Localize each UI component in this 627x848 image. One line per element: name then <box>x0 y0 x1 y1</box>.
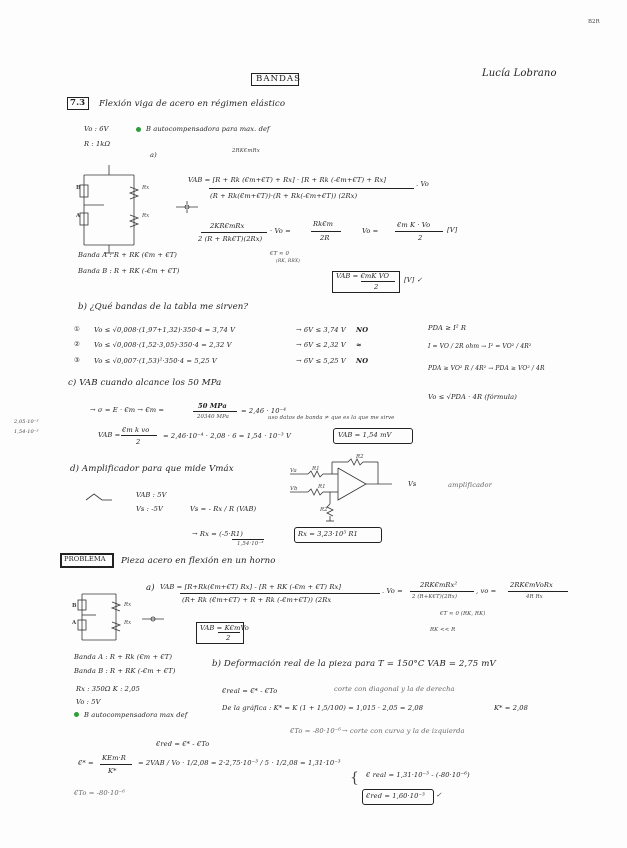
prob-bullet-dot <box>74 712 79 717</box>
prob-approach: B autocompensadora max def <box>84 711 188 719</box>
part-c-frac-bar <box>193 411 237 412</box>
part-d-rx-den: 1,54·10⁻³ <box>237 541 264 547</box>
prob-rx-2: Rx <box>124 620 132 626</box>
prob-part-b-heading: b) Deformación real de la pieza para T = 150°C VAB = 2,75 mV <box>212 659 496 669</box>
part-c-frac-num: 50 MPa <box>198 402 227 410</box>
part-a-label: a) <box>150 151 157 159</box>
prob-real-result: €red = 1,60·10⁻³ <box>366 792 425 800</box>
prob-estar-num: KEm·R <box>102 754 126 762</box>
prob-estar-label: €* = <box>78 759 94 767</box>
prob-part-a-label: a) <box>146 583 155 593</box>
eq1-numerator: VAB = [R + Rk (€m+€T) + Rx] · [R + Rk (-€m+€T) + Rx] <box>188 176 387 184</box>
part-d-vab: VAB : 5V <box>136 491 167 499</box>
given-vo: Vo : 6V <box>84 125 109 133</box>
eq2-right-den: 2 <box>418 234 423 242</box>
result-den: 2 <box>374 283 379 291</box>
node-b-label: B <box>76 185 81 191</box>
prob-eq-bar <box>180 593 380 594</box>
page-code: B2R <box>588 19 600 25</box>
prob-eto2: €To = -80·10⁻⁶ <box>74 789 126 797</box>
eq2-mid-vo: · Vo = <box>270 227 291 235</box>
prob-eq-right2-den: 4R Rx <box>526 594 543 600</box>
margin-note-2: 1,54·10⁻³ <box>14 429 39 435</box>
result-unit: [V] ✓ <box>404 276 423 284</box>
opamp-schematic <box>282 458 412 524</box>
part-b-question: b) ¿Qué bandas de la tabla me sirven? <box>78 302 249 312</box>
prob-eq-vo2: , vo = <box>476 587 497 595</box>
schem-r1-bottom: R1 <box>318 484 326 490</box>
approach-note: B autocompensadora para max. def <box>146 125 270 133</box>
part-c-note: uso datos de banda ≠ que es la que me sirve <box>268 415 395 421</box>
schem-r2-top: R2 <box>356 454 364 460</box>
part-d-vs: Vs : -5V <box>136 505 163 513</box>
beam-symbol <box>174 200 200 214</box>
prob-eto: €To = -80·10⁻⁶ <box>290 727 342 735</box>
exercise-number: 7.3 <box>70 98 86 108</box>
row1-ans: NO <box>356 326 369 334</box>
prob-eq-right2-bar <box>508 591 568 592</box>
prob-given-1: Rx : 350Ω K : 2,05 <box>76 685 140 693</box>
amp-symbol <box>84 490 114 504</box>
prob-estar-den: K* <box>108 767 117 775</box>
prob-given-2: Vo : 5V <box>76 698 101 706</box>
row3-expr: Vo ≤ √0,007·(1,53)²·350·4 = 5,25 V <box>94 357 217 365</box>
side-note-4: Vo ≤ √PDA · 4R (fórmula) <box>428 393 517 401</box>
rx-label-1: Rx <box>142 185 150 191</box>
result-num: VAB = €mK VO <box>336 272 390 280</box>
part-c-line1: → σ = E · €m → €m = <box>90 406 165 414</box>
amp-label: amplificador <box>448 481 492 489</box>
exercise-heading: Flexión viga de acero en régimen elástico <box>99 99 286 109</box>
row1-cmp: → 6V ≤ 3,74 V <box>296 326 346 334</box>
eq2-right-num: €m K · Vo <box>397 221 431 229</box>
eq2-note2: (RK, RRX) <box>276 259 301 264</box>
prob-node-b: B <box>72 603 77 609</box>
prob-eq-vo: . Vo = <box>382 587 403 595</box>
part-c-vab-calc: = 2,46·10⁻⁴ · 2,08 · 6 = 1,54 · 10⁻³ V <box>163 432 291 440</box>
banda-b: Banda B : R + RK (-€m + €T) <box>78 267 180 275</box>
eq2-left-den: 2 (R + Rk€T)(2Rx) <box>198 235 263 243</box>
eq-top-term: 2RK€mRx <box>232 148 260 154</box>
prob-check: ✓ <box>436 791 442 799</box>
schem-vb: Vb <box>290 486 298 492</box>
prob-boxed-num: VAB = K€mVo <box>200 624 249 632</box>
prob-eq-right2-num: 2RK€mVoRx <box>510 581 553 589</box>
part-d-vs-eq: Vs = - Rx / R (VAB) <box>190 505 257 513</box>
prob-eq-num: VAB = [R+Rk(€m+€T) Rx] - [R + RK (-€m + €T) Rx] <box>160 583 342 591</box>
row2-cmp: → 6V ≤ 2,32 V <box>296 341 346 349</box>
row3-number: ③ <box>74 356 81 364</box>
schem-r1-top: R1 <box>312 466 320 472</box>
prob-eq-den: (R+ Rk (€m+€T) + R + Rk (-€m+€T)) (2Rx <box>182 596 332 604</box>
eq2-mid-bar <box>311 231 341 232</box>
side-note-2: I = VO / 2R ohm → I² = VO² / 4R² <box>428 343 532 350</box>
node-a-label: A <box>76 213 81 219</box>
prob-beam-symbol <box>140 613 166 625</box>
part-c-vab-den: 2 <box>136 438 141 446</box>
part-c-line1-result: = 2,46 · 10⁻⁴ <box>241 407 287 415</box>
prob-rx-1: Rx <box>124 602 132 608</box>
part-d-heading: d) Amplificador para que mide Vmáx <box>70 464 234 474</box>
prob-ereal-note: corte con diagonal y la de derecha <box>334 685 455 693</box>
side-note-3: PDA ≥ VO² R / 4R² → PDA ≥ VO² / 4R <box>428 365 545 372</box>
rx-label-2: Rx <box>142 213 150 219</box>
row2-number: ② <box>74 340 81 348</box>
row2-expr: Vo ≤ √0,008·(1,52·3,05)·350·4 = 2,32 V <box>94 341 232 349</box>
schem-va: Va <box>290 468 297 474</box>
margin-note-1: 2,05·10⁻³ <box>14 419 39 425</box>
row1-number: ① <box>74 325 81 333</box>
prob-eq-right-num: 2RK€mRx² <box>420 581 458 589</box>
eq2-mid-num: Rk€m <box>313 220 334 228</box>
page-title: BANDAS <box>256 74 302 84</box>
eq1-vo: . Vo <box>416 180 429 188</box>
banda-a: Banda A : R + RK (€m + €T) <box>78 251 177 259</box>
part-c-vab-label: VAB = <box>98 431 121 439</box>
prob-ereal2: €red = €* - €To <box>156 740 210 748</box>
eq2-left-num: 2KR€mRx <box>210 222 245 230</box>
eq2-mid-den: 2R <box>320 234 330 242</box>
schem-r2-bottom: R2 <box>320 507 328 513</box>
part-c-result: VAB = 1,54 mV <box>338 431 392 439</box>
eq2-note: €T ≈ 0 <box>270 251 289 257</box>
prob-banda-a: Banda A : R + Rk (€m + €T) <box>74 653 173 661</box>
prob-grafica: De la gráfica : K* = K (1 + 1,5/100) = 1,015 · 2,05 = 2,08 <box>222 704 424 712</box>
prob-note: €T ≈ 0 (RK, RK) <box>440 611 486 617</box>
prob-boxed-bar <box>218 632 240 633</box>
part-d-rx-eq: → Rx = (-5·R1) <box>192 530 243 538</box>
prob-ereal: €real = €* - €To <box>222 687 278 695</box>
part-d-result: Rx = 3,23·10³ R1 <box>298 530 358 538</box>
prob-note2: RK << R <box>430 627 456 633</box>
part-c-frac-den: 20340 MPa <box>197 414 229 420</box>
eq1-denominator: (R + Rk(€m+€T))·(R + Rk(-€m+€T)) (2Rx) <box>210 192 358 200</box>
prob-boxed-den: 2 <box>226 634 231 642</box>
eq1-fraction-bar <box>209 188 414 189</box>
eq2-right-bar <box>395 231 443 232</box>
part-d-rx-bar <box>232 539 264 540</box>
prob-eq-right-bar <box>410 591 474 592</box>
part-c-vab-num: €m k vo <box>122 426 150 434</box>
signature: Lucía Lobrano <box>482 68 557 79</box>
prob-grafica-res: K* = 2,08 <box>494 704 528 712</box>
bridge-schematic-1 <box>74 165 154 255</box>
row1-expr: Vo ≤ √0,008·(1,97+1,32)·350·4 = 3,74 V <box>94 326 236 334</box>
eq2-unit: [V] <box>447 226 458 234</box>
prob-real-eq: € real = 1,31·10⁻³ - (-80·10⁻⁶) <box>366 771 470 779</box>
row3-ans: NO <box>356 357 369 365</box>
prob-estar-eq: = 2VAB / Vo · 1/2,08 = 2·2,75·10⁻³ / 5 · 1/2,08 = 1,31·10⁻³ <box>138 759 341 767</box>
prob-estar-bar <box>100 764 132 765</box>
prob-banda-b: Banda B : R + RK (-€m + €T) <box>74 667 176 675</box>
bridge-schematic-2 <box>72 590 132 646</box>
prob-node-a: A <box>72 620 77 626</box>
prob-eq-right-den: 2 (R+K€T)(2Rx) <box>412 594 458 600</box>
schem-vs: Vs <box>408 480 417 488</box>
prob-eto-note: → corte con curva y la de izquierda <box>342 727 465 735</box>
problema-label: PROBLEMA <box>64 555 106 563</box>
prob-brace: { <box>350 770 360 786</box>
given-r: R : 1kΩ <box>84 140 111 148</box>
row3-cmp: → 6V ≤ 5,25 V <box>296 357 346 365</box>
row2-ans: ≈ <box>356 341 362 349</box>
problema-heading: Pieza acero en flexión en un horno <box>121 556 276 566</box>
eq2-left-bar <box>201 232 267 233</box>
result-bar <box>361 281 395 282</box>
side-note-1: PDA ≥ I² R <box>428 324 467 332</box>
part-c-vab-bar <box>121 435 157 436</box>
bullet-dot <box>136 127 141 132</box>
eq2-vo: Vo = <box>362 227 379 235</box>
part-c-heading: c) VAB cuando alcance los 50 MPa <box>68 378 222 388</box>
